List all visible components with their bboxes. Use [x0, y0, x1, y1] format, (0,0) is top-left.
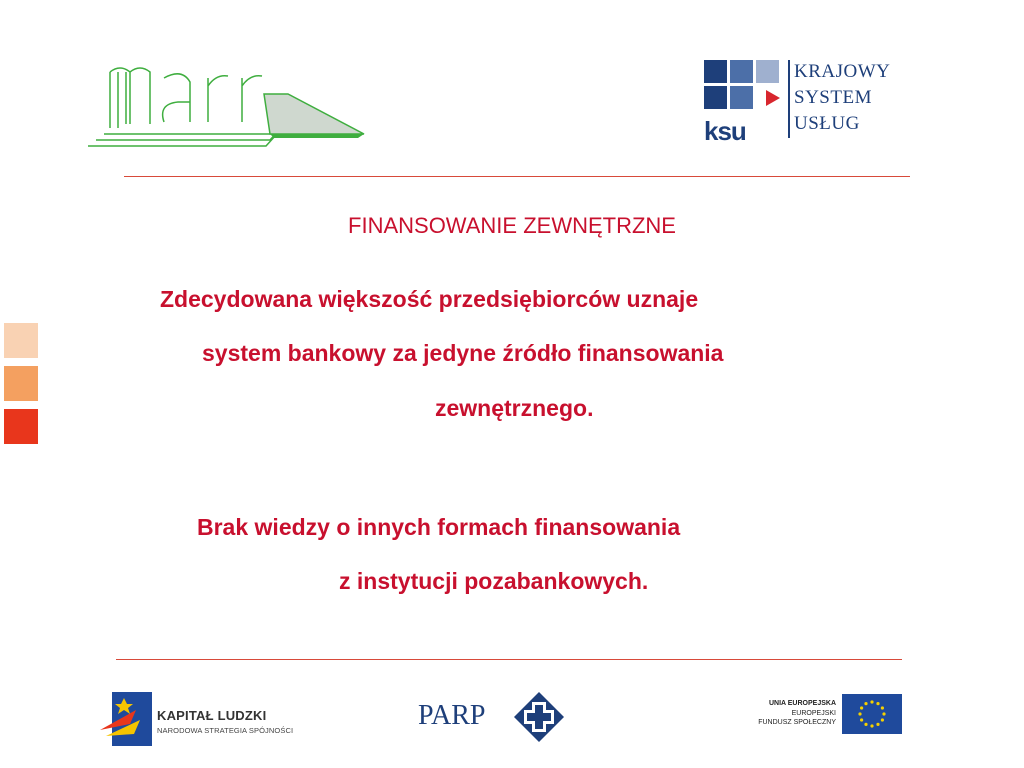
eu-line-2: EUROPEJSKI	[791, 710, 836, 717]
bottom-divider	[116, 659, 902, 660]
kapital-ludzki-emblem-icon	[100, 690, 154, 748]
marr-logo	[86, 64, 368, 150]
top-divider	[124, 176, 910, 177]
ksu-logo	[702, 58, 918, 146]
ksu-line-1: KRAJOWY	[794, 61, 891, 82]
eu-line-3: FUNDUSZ SPOŁECZNY	[758, 719, 836, 726]
paragraph-1-line-3: zewnętrznego.	[435, 395, 594, 421]
side-block-light	[4, 323, 38, 358]
ksu-square-icon	[704, 60, 727, 83]
side-block-dark	[4, 409, 38, 444]
eu-line-1: UNIA EUROPEJSKA	[768, 700, 836, 707]
paragraph-2-line-2: z instytucji pozabankowych.	[339, 568, 649, 594]
ksu-square-icon	[704, 86, 727, 109]
paragraph-1-line-2: system bankowy za jedyne źródło finansowania	[202, 340, 724, 366]
ksu-square-icon	[730, 86, 753, 109]
parp-logo	[418, 690, 568, 746]
kapital-ludzki-title: KAPITAŁ LUDZKI	[157, 708, 267, 723]
parp-emblem-icon	[512, 690, 566, 744]
ksu-line-3: USŁUG	[794, 113, 860, 134]
eu-logo	[748, 692, 908, 736]
slide-heading: FINANSOWANIE ZEWNĘTRZNE	[348, 213, 676, 238]
kapital-ludzki-subtitle: NARODOWA STRATEGIA SPÓJNOŚCI	[157, 726, 294, 735]
ksu-short-label: ksu	[704, 116, 746, 146]
paragraph-2-line-1: Brak wiedzy o innych formach finansowania	[197, 514, 681, 540]
side-block-mid	[4, 366, 38, 401]
ksu-square-icon	[730, 60, 753, 83]
ksu-divider	[788, 60, 790, 138]
ksu-square-icon	[756, 60, 779, 83]
parp-label: PARP	[418, 700, 486, 731]
eu-flag-icon	[842, 694, 902, 734]
ksu-arrow-icon	[764, 88, 784, 108]
paragraph-1-line-1: Zdecydowana większość przedsiębiorców uznaje	[160, 286, 699, 312]
ksu-line-2: SYSTEM	[794, 87, 872, 108]
kapital-ludzki-logo	[100, 690, 310, 748]
